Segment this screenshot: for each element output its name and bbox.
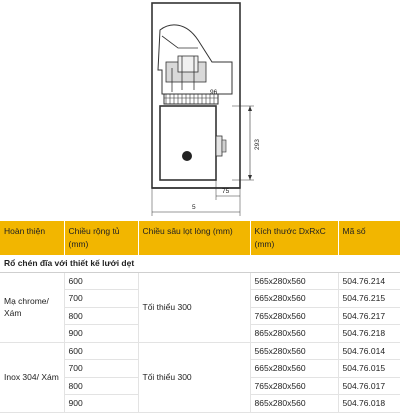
header-size: Kích thước DxRxC (mm) <box>250 221 338 255</box>
arrow-down-icon <box>248 175 252 180</box>
size-cell: 865x280x560 <box>250 395 338 413</box>
width-cell: 700 <box>64 360 138 378</box>
arrow-up-icon <box>248 106 252 111</box>
size-cell: 565x280x560 <box>250 342 338 360</box>
size-cell: 565x280x560 <box>250 272 338 290</box>
width-cell: 600 <box>64 272 138 290</box>
dim-label-bottom: 5 <box>192 204 196 211</box>
size-cell: 665x280x560 <box>250 290 338 308</box>
section-row <box>0 255 400 272</box>
size-cell: 665x280x560 <box>250 360 338 378</box>
table-row <box>0 272 400 290</box>
width-cell: 600 <box>64 342 138 360</box>
table-row <box>0 342 400 360</box>
finish-cell: Inox 304/ Xám <box>0 342 64 412</box>
size-cell: 765x280x560 <box>250 307 338 325</box>
code-cell: 504.76.015 <box>338 360 400 378</box>
code-cell: 504.76.017 <box>338 377 400 395</box>
width-cell: 800 <box>64 307 138 325</box>
finish-cell: Mạ chrome/ Xám <box>0 272 64 342</box>
arm-line <box>162 36 198 48</box>
code-cell: 504.76.014 <box>338 342 400 360</box>
code-cell: 504.76.214 <box>338 272 400 290</box>
code-cell: 504.76.215 <box>338 290 400 308</box>
header-cabinet-width: Chiều rộng tủ (mm) <box>64 221 138 255</box>
handle-knob-icon <box>182 151 192 161</box>
header-code: Mã số <box>338 221 400 255</box>
section-title: Rổ chén đĩa với thiết kế lưới dẹt <box>0 255 400 272</box>
size-cell: 865x280x560 <box>250 325 338 343</box>
hinge-plate <box>216 136 222 156</box>
min-depth-cell: Tối thiểu 300 <box>138 272 250 342</box>
code-cell: 504.76.218 <box>338 325 400 343</box>
table-header-row <box>0 221 400 255</box>
dim-label-depth: 75 <box>222 188 230 195</box>
min-depth-cell: Tối thiểu 300 <box>138 342 250 412</box>
lower-box <box>160 106 216 180</box>
dim-label-top: 96 <box>210 89 218 96</box>
width-cell: 700 <box>64 290 138 308</box>
dim-label-height: 293 <box>254 139 261 150</box>
code-cell: 504.76.217 <box>338 307 400 325</box>
width-cell: 800 <box>64 377 138 395</box>
width-cell: 900 <box>64 395 138 413</box>
hinge-pin <box>222 140 226 152</box>
code-cell: 504.76.018 <box>338 395 400 413</box>
header-finish: Hoàn thiện <box>0 221 64 255</box>
mechanism-housing <box>178 56 198 72</box>
spec-table <box>0 221 400 413</box>
size-cell: 765x280x560 <box>250 377 338 395</box>
header-min-depth: Chiều sâu lọt lòng (mm) <box>138 221 250 255</box>
width-cell: 900 <box>64 325 138 343</box>
